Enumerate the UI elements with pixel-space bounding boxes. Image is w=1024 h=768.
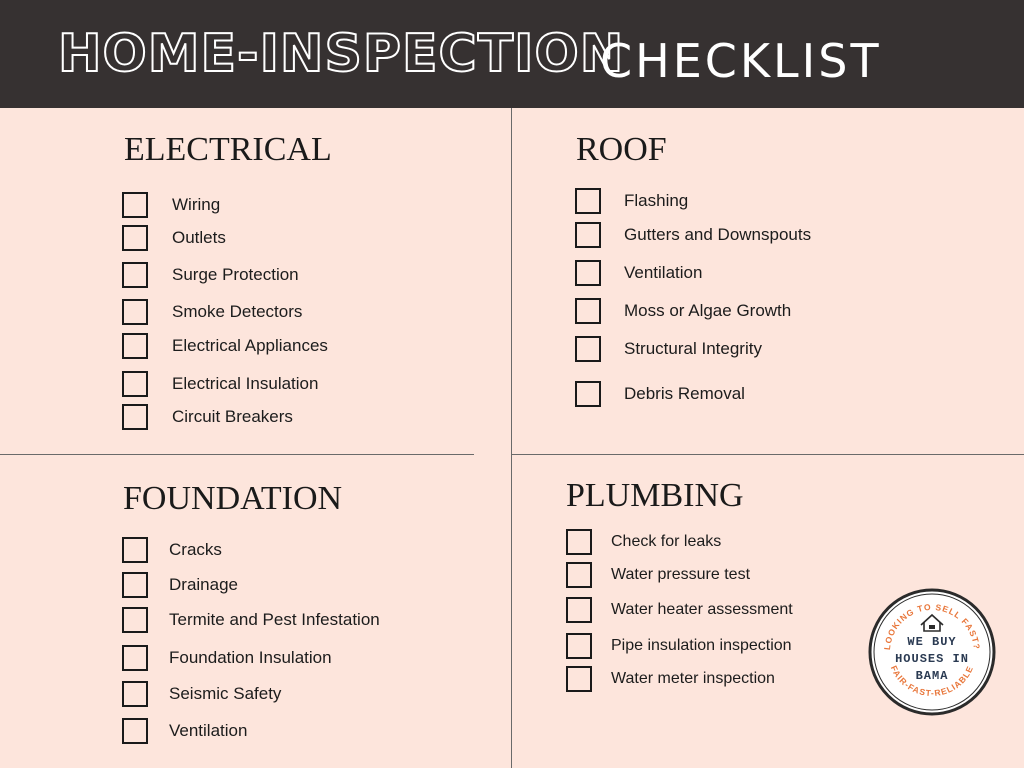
checkbox[interactable] (575, 222, 601, 248)
section-title-electrical: ELECTRICAL (124, 131, 332, 168)
checkbox[interactable] (575, 298, 601, 324)
checkbox[interactable] (122, 371, 148, 397)
item-label: Electrical Appliances (172, 336, 328, 355)
item-label: Smoke Detectors (172, 302, 303, 321)
checkbox[interactable] (575, 260, 601, 286)
badge-line3: BAMA (915, 669, 949, 683)
checkbox[interactable] (575, 188, 601, 214)
checkbox[interactable] (122, 718, 148, 744)
item-label: Gutters and Downspouts (624, 225, 812, 244)
checkbox[interactable] (122, 607, 148, 633)
checkbox[interactable] (122, 645, 148, 671)
checkbox[interactable] (575, 336, 601, 362)
checkbox[interactable] (122, 225, 148, 251)
item-label: Water meter inspection (611, 670, 775, 687)
page-subtitle: CHECKLIST (600, 34, 882, 88)
item-label: Pipe insulation inspection (611, 637, 792, 654)
item-label: Circuit Breakers (172, 407, 293, 426)
item-label: Moss or Algae Growth (624, 301, 792, 320)
checkbox[interactable] (122, 333, 148, 359)
page-title: HOME-INSPECTION (58, 24, 625, 84)
section-title-plumbing: PLUMBING (566, 477, 744, 514)
item-label: Water pressure test (611, 566, 751, 583)
checkbox[interactable] (566, 666, 592, 692)
checkbox[interactable] (575, 381, 601, 407)
checkbox[interactable] (566, 633, 592, 659)
checkbox[interactable] (566, 562, 592, 588)
horizontal-divider-right (511, 454, 1024, 455)
section-title-roof: ROOF (576, 131, 667, 168)
item-label: Structural Integrity (624, 339, 762, 358)
header-bar (0, 0, 1024, 108)
item-label: Electrical Insulation (172, 374, 319, 393)
checkbox[interactable] (122, 572, 148, 598)
checkbox[interactable] (566, 597, 592, 623)
item-label: Drainage (169, 575, 238, 594)
item-label: Outlets (172, 228, 226, 247)
item-label: Cracks (169, 540, 222, 559)
item-label: Flashing (624, 191, 689, 210)
item-label: Termite and Pest Infestation (169, 610, 380, 629)
badge-line2: HOUSES IN (895, 652, 969, 666)
checkbox[interactable] (122, 537, 148, 563)
item-label: Check for leaks (611, 533, 722, 550)
badge-bottom-text: FAIR-FAST-RELIABLE (888, 663, 976, 699)
item-label: Ventilation (169, 721, 248, 740)
horizontal-divider-left (0, 454, 474, 455)
item-label: Debris Removal (624, 384, 745, 403)
company-badge (868, 588, 996, 716)
badge-line1: WE BUY (907, 635, 957, 649)
checkbox[interactable] (122, 299, 148, 325)
checkbox[interactable] (122, 262, 148, 288)
checkbox[interactable] (122, 192, 148, 218)
badge-top-text: LOOKING TO SELL FAST? (881, 601, 983, 651)
checkbox[interactable] (122, 404, 148, 430)
item-label: Wiring (172, 195, 221, 214)
item-label: Water heater assessment (611, 601, 793, 618)
checkbox[interactable] (122, 681, 148, 707)
item-label: Ventilation (624, 263, 703, 282)
vertical-divider (511, 108, 512, 768)
checkbox[interactable] (566, 529, 592, 555)
item-label: Foundation Insulation (169, 648, 332, 667)
item-label: Surge Protection (172, 265, 299, 284)
section-title-foundation: FOUNDATION (123, 480, 343, 517)
item-label: Seismic Safety (169, 684, 282, 703)
